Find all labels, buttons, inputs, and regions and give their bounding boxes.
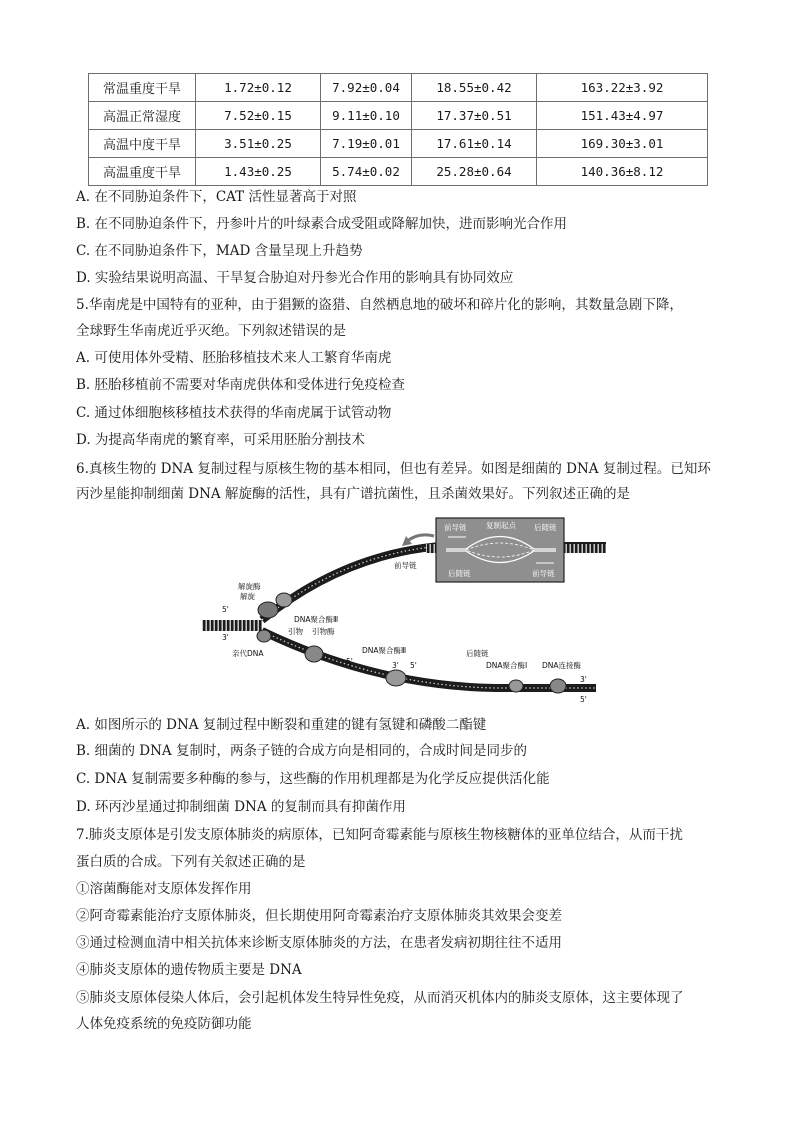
polymerase3-top-blob	[276, 593, 292, 607]
q4-option-c: C. 在不同胁迫条件下，MAD 含量呈现上升趋势	[76, 243, 363, 259]
table-cell: 140.36±8.12	[537, 158, 708, 186]
inset-lagging-bottom-label: 后随链	[448, 569, 471, 578]
q6-stem-cont: 丙沙星能抑制细菌 DNA 解旋酶的活性，具有广谱抗菌性，且杀菌效果好。下列叙述正确的是	[76, 486, 630, 502]
q7-statement-2: ②阿奇霉素能治疗支原体肺炎，但长期使用阿奇霉素治疗支原体肺炎其效果会变差	[76, 908, 562, 924]
table-cell-condition: 高温中度干旱	[89, 130, 196, 158]
q7-statement-5: ⑤肺炎支原体侵染人体后，会引起机体发生特异性免疫，从而消灭机体内的肺炎支原体，这主要体现了	[76, 990, 684, 1006]
table-row	[89, 102, 708, 130]
parent-dna-label: 亲代DNA	[232, 649, 264, 658]
inset-leading-bottom-label: 前导链	[532, 569, 555, 578]
parent-dna-duplex	[202, 620, 262, 631]
lagging-strand-label: 后随链	[466, 649, 489, 658]
dna-replication-figure	[196, 516, 606, 706]
ligase-label: DNA连接酶	[542, 661, 582, 670]
table-cell: 7.19±0.01	[321, 130, 412, 158]
primase-blob	[305, 646, 323, 662]
table-cell-condition: 高温正常湿度	[89, 102, 196, 130]
table-row	[89, 158, 708, 186]
q4-option-d: D. 实验结果说明高温、干旱复合胁迫对丹参光合作用的影响具有协同效应	[76, 270, 514, 286]
inset-leading-label: 前导链	[444, 523, 467, 532]
q4-option-a: A. 在不同胁迫条件下，CAT 活性显著高于对照	[76, 189, 357, 205]
five-prime-label-2: 5'	[346, 657, 353, 666]
table-cell: 5.74±0.02	[321, 158, 412, 186]
table-row	[89, 74, 708, 102]
q5-option-d: D. 为提高华南虎的繁育率，可采用胚胎分割技术	[76, 432, 365, 448]
table-row	[89, 130, 708, 158]
q5-stem-cont: 全球野生华南虎近乎灭绝。下列叙述错误的是	[76, 323, 346, 339]
q6-option-d: D. 环丙沙星通过抑制细菌 DNA 的复制而具有抑菌作用	[76, 799, 406, 815]
table-cell: 7.52±0.15	[196, 102, 321, 130]
ligase-blob	[550, 679, 566, 693]
q5-stem: 5.华南虎是中国特有的亚种，由于猖獗的盗猎、自然栖息地的破坏和碎片化的影响，其数量急剧下降，	[76, 297, 683, 313]
three-prime-label: 3'	[222, 633, 229, 642]
three-prime-label-2: 3'	[392, 661, 399, 670]
q5-option-b: B. 胚胎移植前不需要对华南虎供体和受体进行免疫检查	[76, 377, 406, 393]
table-cell: 3.51±0.25	[196, 130, 321, 158]
unwinding-label: 解旋	[240, 592, 255, 601]
three-prime-label-3: 3'	[580, 675, 587, 684]
q6-option-b: B. 细菌的 DNA 复制时，两条子链的合成方向是相同的，合成时间是同步的	[76, 743, 527, 759]
primase-label: 引物酶	[312, 627, 335, 636]
q7-stem: 7.肺炎支原体是引发支原体肺炎的病原体，已知阿奇霉素能与原核生物核糖体的亚单位结合，从而干扰	[76, 827, 683, 843]
table-cell-condition: 高温重度干旱	[89, 158, 196, 186]
q7-statement-1: ①溶菌酶能对支原体发挥作用	[76, 881, 252, 897]
table-cell: 169.30±3.01	[537, 130, 708, 158]
table-cell: 9.11±0.10	[321, 102, 412, 130]
table-cell: 163.22±3.92	[537, 74, 708, 102]
five-prime-label-4: 5'	[580, 695, 587, 704]
table-cell: 17.61±0.14	[412, 130, 537, 158]
q4-option-b: B. 在不同胁迫条件下，丹参叶片的叶绿素合成受阻或降解加快，进而影响光合作用	[76, 216, 568, 232]
q7-statement-4: ④肺炎支原体的遗传物质主要是 DNA	[76, 962, 302, 978]
inset-lagging-top-label: 后随链	[534, 523, 557, 532]
table-cell: 18.55±0.42	[412, 74, 537, 102]
table-cell-condition: 常温重度干旱	[89, 74, 196, 102]
table-cell: 7.92±0.04	[321, 74, 412, 102]
q5-option-c: C. 通过体细胞核移植技术获得的华南虎属于试管动物	[76, 405, 392, 421]
stress-data-table	[88, 73, 708, 186]
table-cell: 17.37±0.51	[412, 102, 537, 130]
leading-strand-label: 前导链	[394, 561, 417, 570]
five-prime-label: 5'	[222, 605, 229, 614]
table-cell: 25.28±0.64	[412, 158, 537, 186]
q7-stem-cont: 蛋白质的合成。下列有关叙述正确的是	[76, 854, 306, 870]
q7-statement-3: ③通过检测血清中相关抗体来诊断支原体肺炎的方法，在患者发病初期往往不适用	[76, 935, 562, 951]
inset-origin-label: 复制起点	[486, 521, 516, 530]
polymerase1-label: DNA聚合酶Ⅰ	[486, 661, 528, 670]
polymerase3-top-label: DNA聚合酶Ⅲ	[294, 615, 339, 624]
q6-option-a: A. 如图所示的 DNA 复制过程中断裂和重建的键有氢键和磷酸二酯键	[76, 717, 487, 733]
polymerase3-bottom-blob	[386, 670, 406, 686]
helicase-blob	[258, 602, 278, 618]
inset-arrow	[406, 535, 434, 542]
primer-label: 引物	[288, 627, 303, 636]
q7-statement-5-cont: 人体免疫系统的免疫防御功能	[76, 1016, 252, 1032]
helicase-label: 解旋酶	[238, 582, 261, 591]
polymerase3-bottom-label: DNA聚合酶Ⅲ	[362, 646, 407, 655]
q6-option-c: C. DNA 复制需要多种酶的参与，这些酶的作用机理都是为化学反应提供活化能	[76, 771, 550, 787]
polymerase1-blob	[509, 680, 523, 692]
q6-stem: 6.真核生物的 DNA 复制过程与原核生物的基本相同，但也有差异。如图是细菌的 DNA 复制过程。已知环	[76, 461, 711, 477]
q5-option-a: A. 可使用体外受精、胚胎移植技术来人工繁育华南虎	[76, 350, 392, 366]
table-cell: 151.43±4.97	[537, 102, 708, 130]
table-cell: 1.43±0.25	[196, 158, 321, 186]
table-cell: 1.72±0.12	[196, 74, 321, 102]
five-prime-label-3: 5'	[410, 661, 417, 670]
